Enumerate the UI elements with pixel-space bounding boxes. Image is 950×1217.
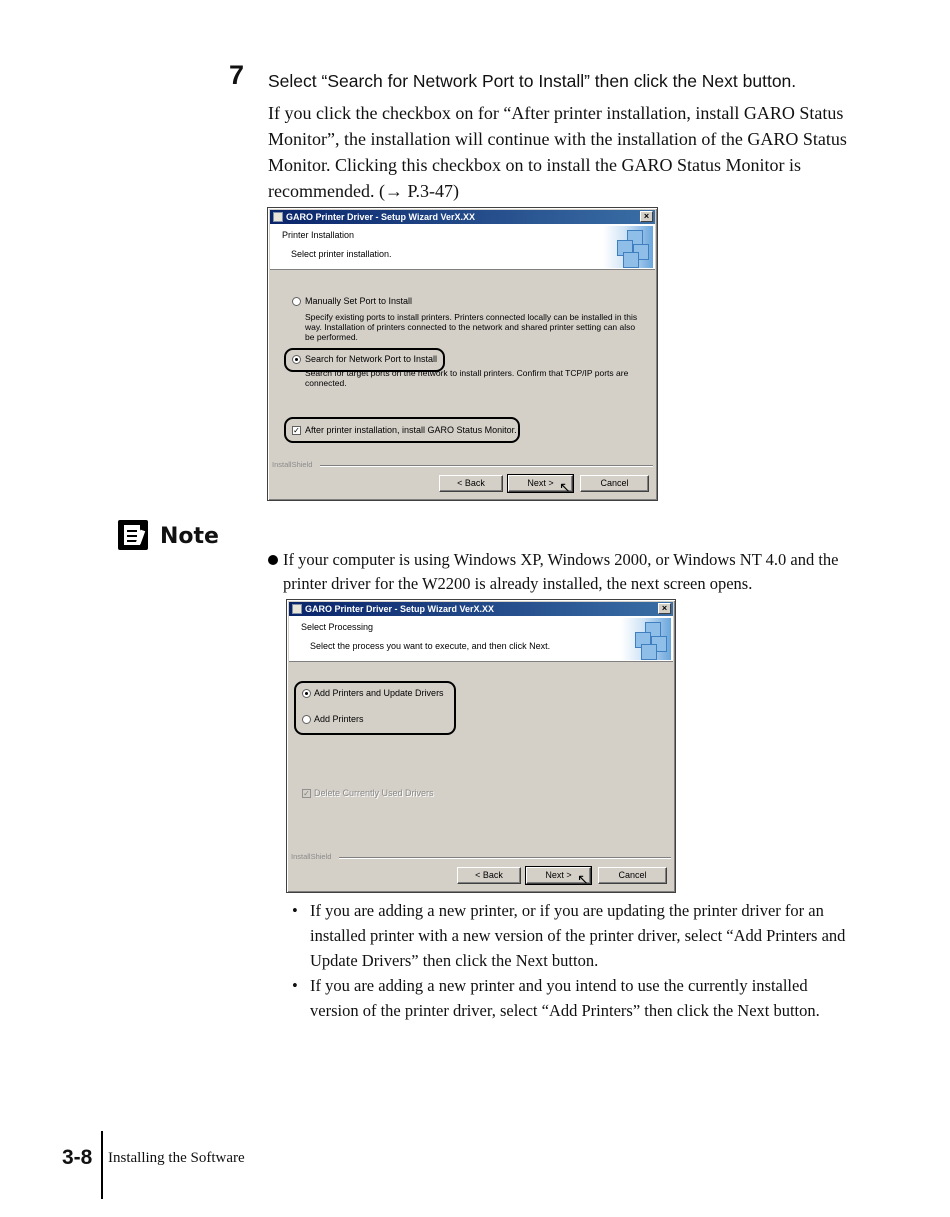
note-bullet-text: If your computer is using Windows XP, Windows 2000, or Windows NT 4.0 and the printer driver for the W2200 is already installed, the next screen opens. xyxy=(283,550,839,593)
setup-wizard-dialog-printer-installation xyxy=(267,207,658,501)
wizard-graphic-icon xyxy=(621,618,671,660)
bullet-dot-icon xyxy=(268,555,278,565)
highlight-install-status-monitor xyxy=(284,417,520,443)
dialog-titlebar xyxy=(270,210,655,224)
option-manually-set-port-label[interactable]: Manually Set Port to Install xyxy=(305,296,413,306)
dialog-titlebar xyxy=(289,602,673,616)
back-button[interactable]: < Back xyxy=(457,867,521,884)
checkbox-delete-used-drivers: ✓ xyxy=(303,789,310,798)
wizard-header xyxy=(270,224,655,270)
wizard-header xyxy=(289,616,673,662)
app-icon xyxy=(292,604,302,614)
checkbox-install-status-monitor[interactable]: ✓ xyxy=(293,426,300,435)
page-number: 3-8 xyxy=(62,1146,93,1169)
dialog-title: GARO Printer Driver - Setup Wizard VerX.XX xyxy=(286,212,475,222)
mouse-pointer-icon: ↖ xyxy=(559,479,571,495)
mouse-pointer-icon: ↖ xyxy=(577,871,589,887)
cancel-button[interactable]: Cancel xyxy=(580,475,649,492)
installshield-label: InstallShield xyxy=(272,460,313,469)
dialog-title: GARO Printer Driver - Setup Wizard VerX.XX xyxy=(305,604,494,614)
list-item xyxy=(292,898,852,973)
next-button[interactable]: Next > xyxy=(526,867,591,884)
next-button[interactable]: Next > xyxy=(508,475,573,492)
list-item-text: If you are adding a new printer, or if you are updating the printer driver for an installed printer with a new version of the printer driver, select “Add Printers and Update Drivers” then click the Next button. xyxy=(310,901,846,970)
list-item xyxy=(292,973,852,1023)
highlight-processing-options xyxy=(294,681,456,735)
header-title: Printer Installation xyxy=(282,230,355,240)
step-title: Select “Search for Network Port to Install” then click the Next button. xyxy=(268,71,797,91)
header-subtitle: Select the process you want to execute, and then click Next. xyxy=(310,641,551,651)
close-icon[interactable]: × xyxy=(640,211,653,222)
footer-divider xyxy=(101,1131,103,1199)
app-icon xyxy=(273,212,283,222)
checkbox-delete-used-drivers-label: Delete Currently Used Drivers xyxy=(314,788,434,798)
option-add-printers-update-drivers-label[interactable]: Add Printers and Update Drivers xyxy=(314,688,444,698)
step-body-text: If you click the checkbox on for “After printer installation, install GARO Status Monitor”, the installation will continue with the installation of the GARO Status Monitor. Clicking this checkbox on to install the GARO Status Monitor is recommended. (→ P.3-47) xyxy=(268,103,847,201)
setup-wizard-dialog-select-processing xyxy=(286,599,676,893)
header-subtitle: Select printer installation. xyxy=(291,249,392,259)
header-title: Select Processing xyxy=(301,622,374,632)
option-add-printers-label[interactable]: Add Printers xyxy=(314,714,364,724)
note-heading: Note xyxy=(160,524,219,549)
wizard-graphic-icon xyxy=(603,226,653,268)
option-search-network-port-label[interactable]: Search for Network Port to Install xyxy=(305,354,438,364)
note-icon xyxy=(118,520,148,550)
footer-separator xyxy=(339,857,671,859)
bullet-mark: • xyxy=(292,976,298,995)
radio-manually-set-port[interactable] xyxy=(292,297,301,306)
bullet-mark: • xyxy=(292,901,298,920)
section-title: Installing the Software xyxy=(108,1150,245,1166)
step-number: 7 xyxy=(229,60,245,90)
highlight-search-network-port xyxy=(284,348,445,372)
list-item-text: If you are adding a new printer and you intend to use the currently installed version of the printer driver, select “Add Printers” then click the Next button. xyxy=(310,976,820,1020)
close-icon[interactable]: × xyxy=(658,603,671,614)
option-explanations xyxy=(292,898,852,1023)
footer-separator xyxy=(320,465,653,467)
installshield-label: InstallShield xyxy=(291,852,332,861)
option-manually-set-port-description: Specify existing ports to install printers. Printers connected locally can be installed in this way. Installation of printers connected to the network and shared printer setting can also be performed. xyxy=(305,312,638,342)
back-button[interactable]: < Back xyxy=(439,475,503,492)
option-search-network-port-description: Search for target ports on the network to install printers. Confirm that TCP/IP ports are connected. xyxy=(305,368,629,388)
cancel-button[interactable]: Cancel xyxy=(598,867,667,884)
checkbox-install-status-monitor-label[interactable]: After printer installation, install GARO Status Monitor. xyxy=(305,425,517,435)
